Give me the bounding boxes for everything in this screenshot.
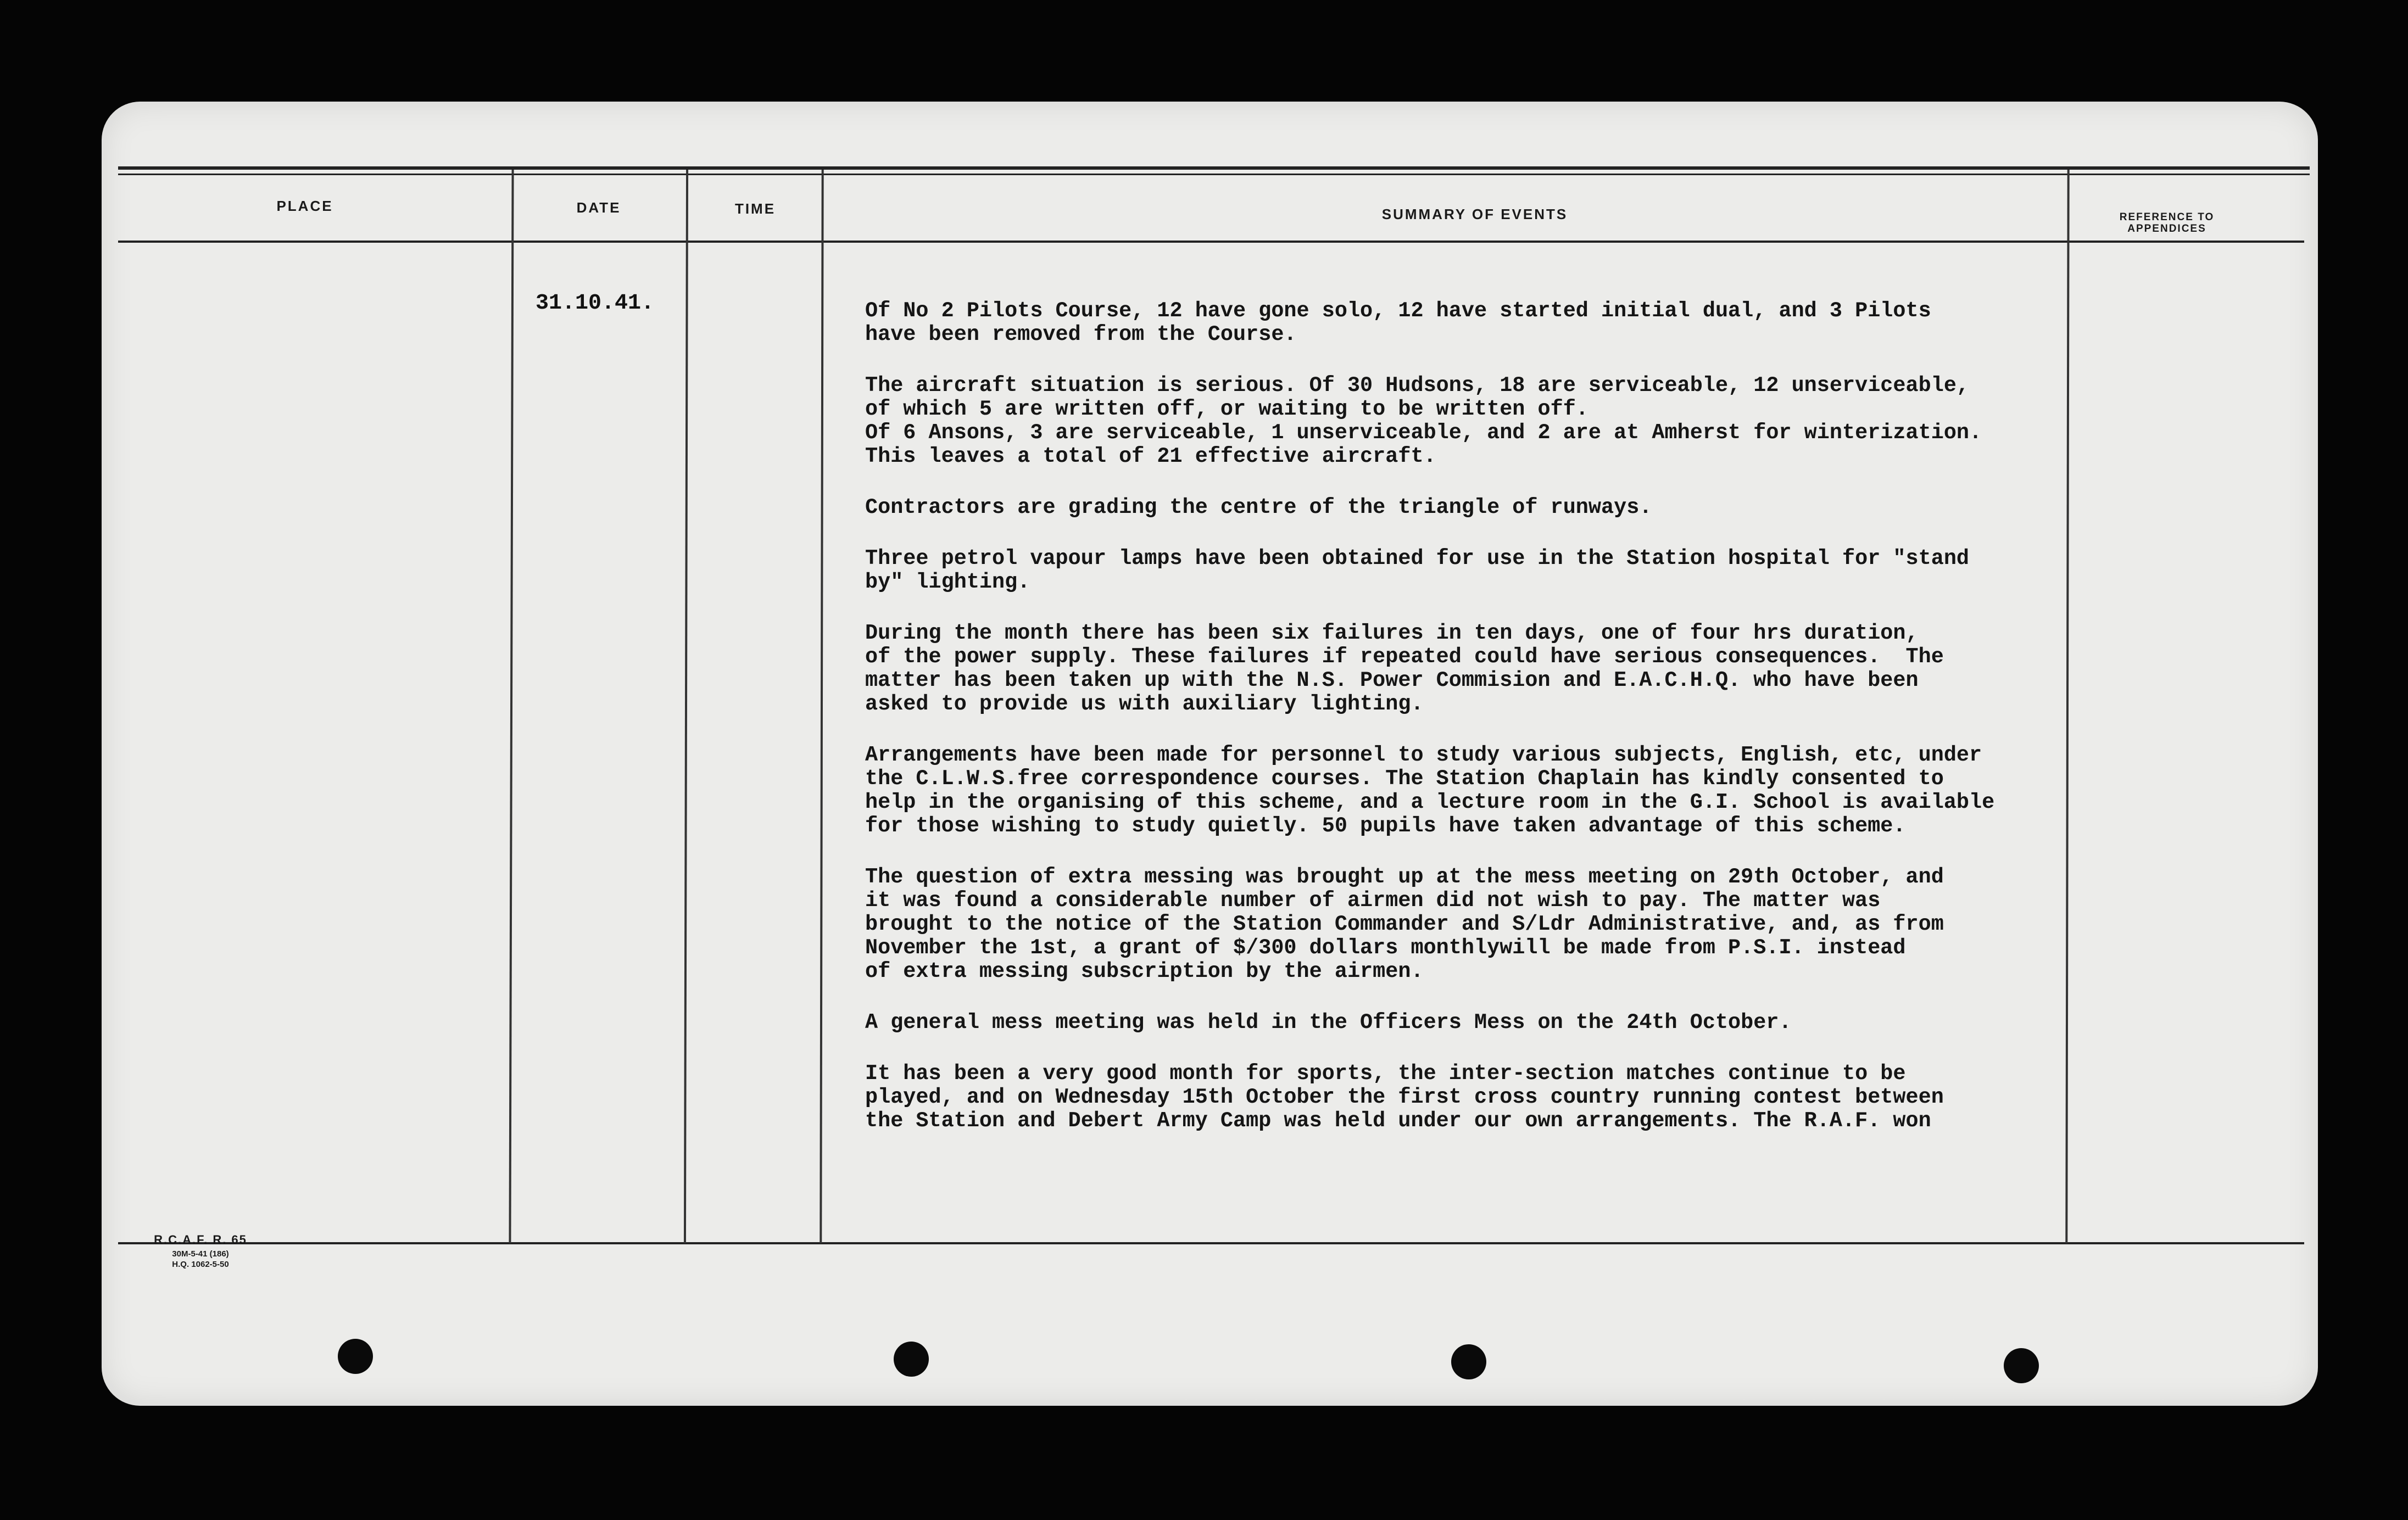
diary-sheet: [102, 102, 2318, 1406]
paragraph-power-failures: During the month there has been six failures in ten days, one of four hrs duration, of the power supply. These failures if repeated could have serious consequences. The matter has been taken up with the N.S. Power Commision and E.A.C.H.Q. who have been asked to provide us with auxiliary lighting.: [865, 621, 1944, 716]
paragraph-sports: It has been a very good month for sports, the inter-section matches continue to be played, and on Wednesday 15th October the first cross country running contest between the Station and Debert Army Camp was held under our own arrangements. The R.A.F. won: [865, 1061, 1944, 1133]
top-rule: [118, 166, 2310, 170]
col-divider-time: [820, 170, 823, 1243]
header-date: DATE: [576, 199, 621, 216]
binder-hole-4: [2004, 1348, 2039, 1383]
top-rule-thin: [118, 174, 2310, 175]
bottom-rule: [118, 1242, 2304, 1244]
binder-hole-3: [1451, 1344, 1486, 1379]
form-identifier: [146, 1233, 255, 1269]
paragraph-aircraft-situation: The aircraft situation is serious. Of 30 Hudsons, 18 are serviceable, 12 unserviceable, of which 5 are written off, or waiting to be written off. Of 6 Ansons, 3 are serviceable, 1 unserviceable, and 2 are at Amherst for winterization. This leaves a total of 21 effective aircraft.: [865, 373, 1982, 468]
form-hq-code: H.Q. 1062-5-50: [172, 1260, 229, 1269]
entry-date: 31.10.41.: [536, 291, 655, 316]
binder-hole-2: [894, 1342, 929, 1377]
col-divider-place: [509, 170, 514, 1243]
paragraph-vapour-lamps: Three petrol vapour lamps have been obtained for use in the Station hospital for "stand by" lighting.: [865, 546, 1970, 594]
header-rule: [118, 241, 2304, 243]
header-reference: REFERENCE TO APPENDICES: [2119, 211, 2215, 234]
binder-hole-1: [338, 1339, 373, 1374]
header-place: PLACE: [276, 198, 333, 214]
header-time: TIME: [734, 200, 776, 217]
paragraph-extra-messing: The question of extra messing was brought up at the mess meeting on 29th October, and it was found a considerable number of airmen did not wish to pay. The matter was brought to the notice of the Station Commander and S/Ldr Administrative, and, as from November the 1st, a grant of $/300 dollars monthlywill be made from P.S.I. instead of extra messing subscription by the airmen.: [865, 865, 1944, 983]
summary-of-events: [865, 299, 2172, 1160]
form-number: R.C.A.F. R. 65: [154, 1233, 247, 1247]
paragraph-pilots-course: Of No 2 Pilots Course, 12 have gone solo, 12 have started initial dual, and 3 Pilots have been removed from the Course.: [865, 299, 1931, 347]
form-print-code: 30M-5-41 (186): [172, 1249, 229, 1259]
header-summary: SUMMARY OF EVENTS: [1381, 206, 1568, 222]
paragraph-runways: Contractors are grading the centre of the triangle of runways.: [865, 495, 1652, 519]
col-divider-date: [684, 170, 688, 1243]
paragraph-study-courses: Arrangements have been made for personnel to study various subjects, English, etc, under the C.L.W.S.free correspondence courses. The Station Chaplain has kindly consented to help in the organising of this scheme, and a lecture room in the G.I. School is available for those wishing to study quietly. 50 pupils have taken advantage of this scheme.: [865, 743, 1995, 838]
paragraph-mess-meeting: A general mess meeting was held in the Officers Mess on the 24th October.: [865, 1010, 1792, 1035]
